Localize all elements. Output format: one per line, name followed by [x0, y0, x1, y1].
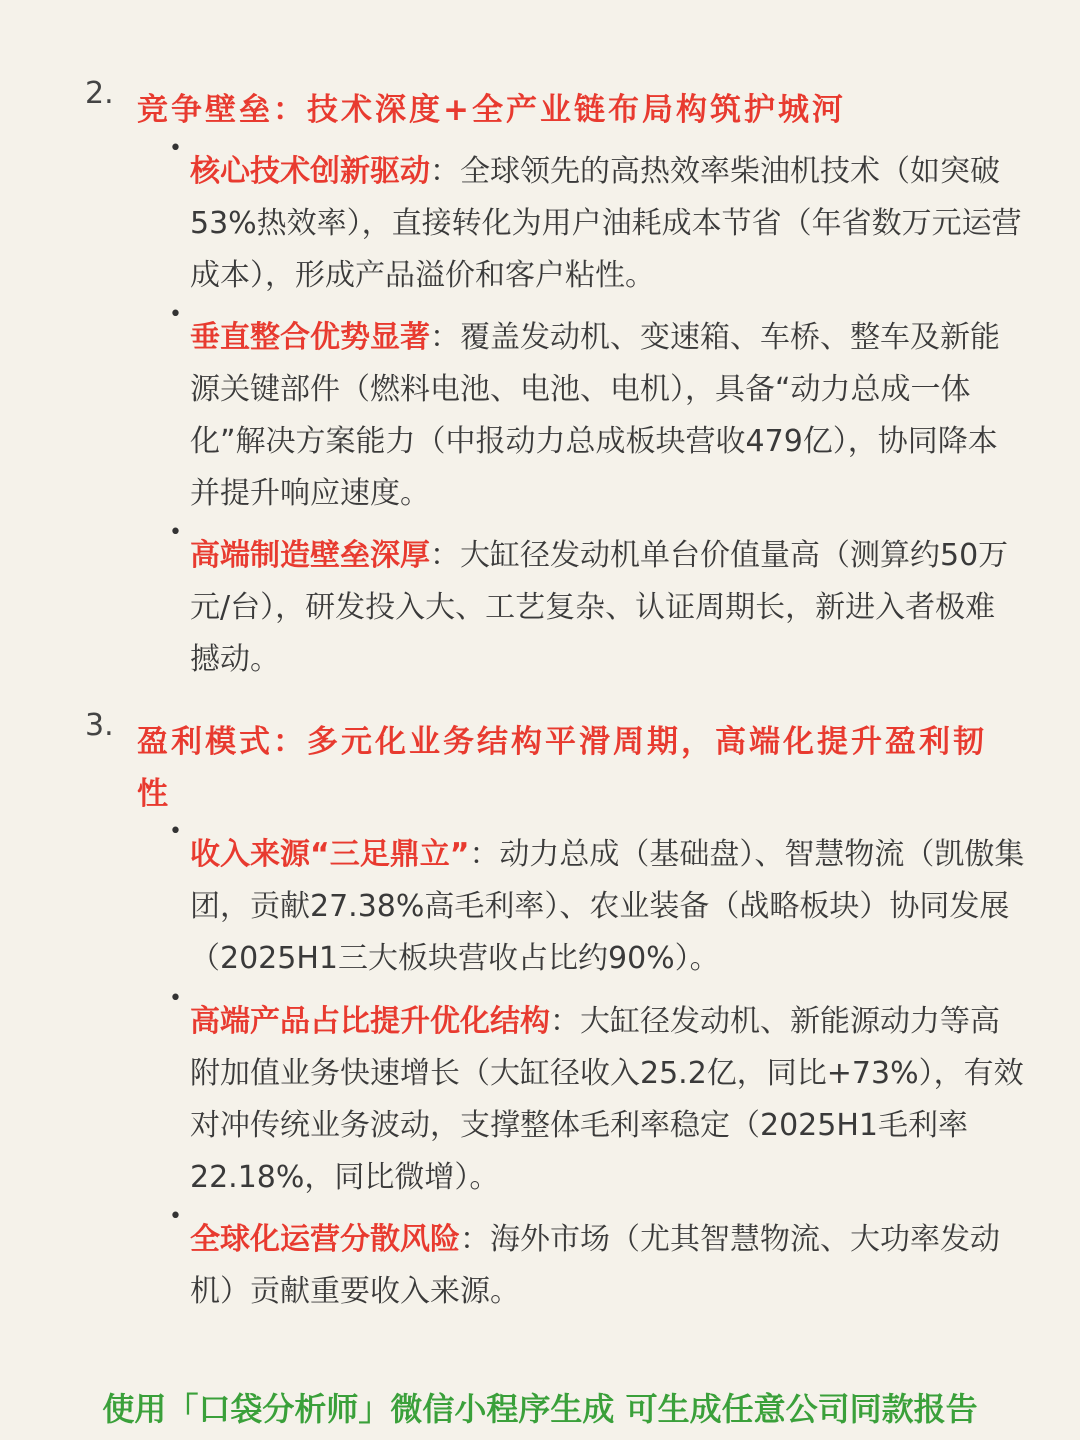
- bullet-item: [169, 1204, 1025, 1318]
- bullet-item: [169, 302, 1025, 520]
- bullet-item: [169, 136, 1025, 302]
- bullet-dot-icon: •: [169, 1204, 182, 1229]
- bullet-item: [169, 819, 1025, 985]
- bullet-dot-icon: •: [169, 302, 182, 327]
- bullet-dot-icon: •: [169, 986, 182, 1011]
- bullet-text: ：全球领先的高热效率柴油机技术（如突破53%热效率），直接转化为用户油耗成本节省（年省数万元运营成本），形成产品溢价和客户粘性。: [190, 154, 1022, 293]
- bullet-lead: 垂直整合优势显著: [190, 320, 430, 355]
- section-number: 2.: [85, 76, 114, 111]
- section-title: 竞争壁垒：技术深度+全产业链布局构筑护城河: [137, 92, 846, 128]
- section-title: 盈利模式：多元化业务结构平滑周期，高端化提升盈利韧性: [137, 724, 987, 812]
- bullet-text: ：海外市场（尤其智慧物流、大功率发动机）贡献重要收入来源。: [190, 1222, 1000, 1309]
- bullet-text: ：覆盖发动机、变速箱、车桥、整车及新能源关键部件（燃料电池、电池、电机），具备“动力总成一体化”解决方案能力（中报动力总成板块营收479亿），协同降本并提升响应速度。: [190, 320, 1000, 511]
- bullet-lead: 高端制造壁垒深厚: [190, 538, 430, 573]
- bullet-dot-icon: •: [169, 819, 182, 844]
- bullet-text: ：大缸径发动机单台价值量高（测算约50万元/台），研发投入大、工艺复杂、认证周期长，新进入者极难撼动。: [190, 538, 1009, 677]
- bullet-dot-icon: •: [169, 520, 182, 545]
- section-number: 3.: [85, 708, 114, 743]
- bullet-dot-icon: •: [169, 136, 182, 161]
- bullet-item: [169, 520, 1025, 686]
- bullet-item: [169, 986, 1025, 1204]
- footer-promo-text: 使用「口袋分析师」微信小程序生成 可生成任意公司同款报告: [102, 1390, 978, 1428]
- bullet-lead: 高端产品占比提升优化结构: [190, 1004, 550, 1039]
- bullet-lead: 核心技术创新驱动: [190, 154, 430, 189]
- bullet-text: ：动力总成（基础盘）、智慧物流（凯傲集团，贡献27.38%高毛利率）、农业装备（战略板块）协同发展（2025H1三大板块营收占比约90%）。: [190, 837, 1025, 976]
- bullet-lead: 全球化运营分散风险: [190, 1222, 460, 1257]
- bullet-lead: 收入来源“三足鼎立”: [190, 837, 470, 872]
- bullet-text: ：大缸径发动机、新能源动力等高附加值业务快速增长（大缸径收入25.2亿，同比+73%），有效对冲传统业务波动，支撑整体毛利率稳定（2025H1毛利率22.18%，同比微增）。: [190, 1004, 1024, 1195]
